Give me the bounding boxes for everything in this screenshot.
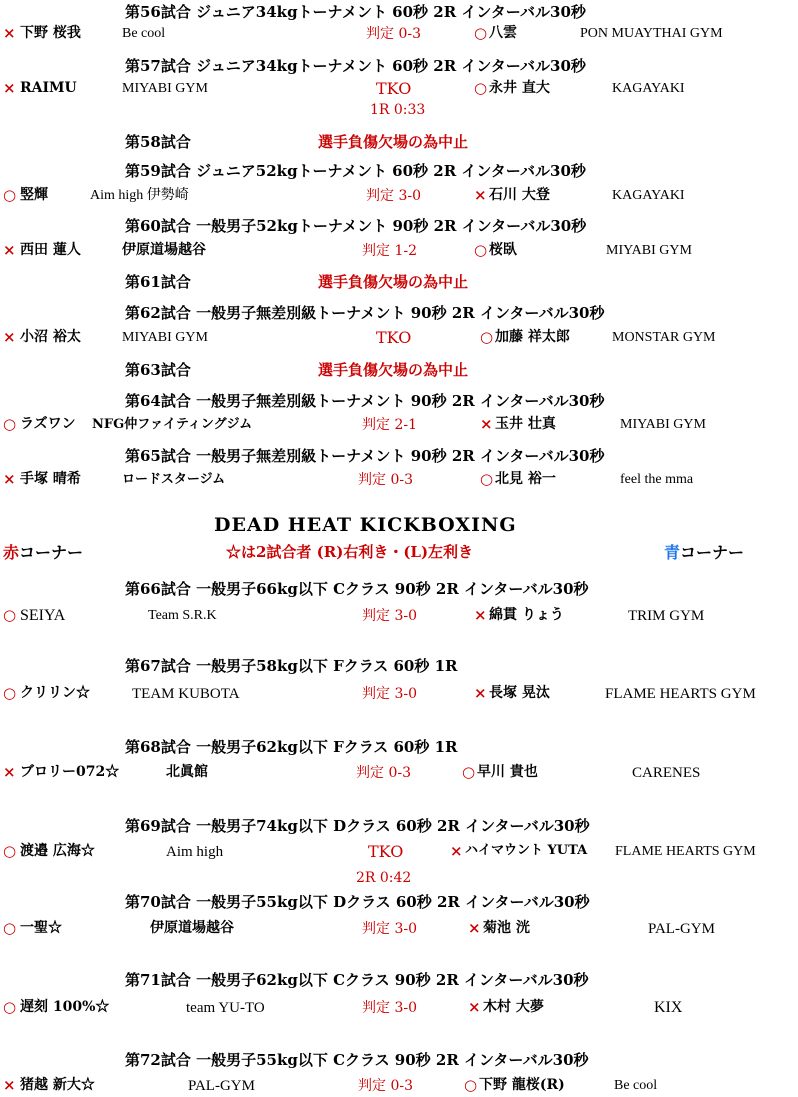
bout-header: 第62試合 一般男子無差別級トーナメント 90秒 2R インターバル30秒 [125,304,605,322]
win-mark: ○ [462,763,476,781]
loss-mark: × [3,24,16,42]
fighter-gym: PAL-GYM [648,921,715,937]
fighter-gym: TEAM KUBOTA [132,686,240,702]
fighter-gym: PAL-GYM [188,1078,255,1094]
fighter-gym: MIYABI GYM [122,330,208,345]
fighter-name: 桜臥 [489,242,517,258]
result: 判定 0-3 [358,1078,413,1094]
fighter-name: 渡邉 広海☆ [20,843,95,859]
loss-mark: × [468,919,481,937]
fighter-gym: Be cool [122,26,166,41]
loss-mark: × [3,79,16,97]
fighter-gym: 北眞館 [166,764,208,780]
fighter-gym: Aim high 伊勢崎 [90,188,189,203]
fighter-name: 菊池 洸 [483,920,530,936]
result: TKO [376,328,412,347]
loss-mark: × [474,606,487,624]
fighter-name: 竪輝 [20,187,48,203]
result: TKO [376,79,412,98]
fighter-name: ハイマウント YUTA [465,843,588,858]
bout-header: 第60試合 一般男子52kgトーナメント 90秒 2R インターバル30秒 [125,217,587,235]
fighter-name: 石川 大登 [489,187,550,203]
cancel-notice: 選手負傷欠場の為中止 [318,133,469,151]
loss-mark: × [3,328,16,346]
bout-header: 第69試合 一般男子74kg以下 Dクラス 60秒 2R インターバル30秒 [125,817,590,835]
result: TKO [368,842,404,861]
fighter-gym: Be cool [614,1078,658,1093]
legend-note: ☆は2試合者 (R)右利き・(L)左利き [226,543,474,561]
fighter-gym: FLAME HEARTS GYM [615,844,756,859]
bout-header: 第66試合 一般男子66kg以下 Cクラス 90秒 2R インターバル30秒 [125,580,589,598]
fighter-name: 木村 大夢 [483,999,544,1015]
win-mark: ○ [464,1076,478,1094]
fighter-gym: KAGAYAKI [612,81,685,96]
result-time: 1R 0:33 [370,102,426,118]
fighter-name: 早川 貴也 [477,764,538,780]
fighter-gym: MIYABI GYM [606,243,692,258]
fighter-gym: 伊原道場越谷 [122,242,206,258]
bout-header: 第70試合 一般男子55kg以下 Dクラス 60秒 2R インターバル30秒 [125,893,590,911]
result: 判定 0-3 [358,472,413,488]
fighter-name: 遅刻 100%☆ [20,999,110,1015]
fighter-gym: feel the mma [620,472,694,487]
fighter-gym: KAGAYAKI [612,188,685,203]
fighter-name: 玉井 壮真 [495,416,556,432]
fighter-name: 一聖☆ [20,920,62,936]
loss-mark: × [3,241,16,259]
result: 判定 2-1 [362,417,417,433]
win-mark: ○ [3,998,17,1016]
cancel-notice: 選手負傷欠場の為中止 [318,273,469,291]
section-title: DEAD HEAT KICKBOXING [214,514,517,536]
result: 判定 3-0 [362,686,417,702]
win-mark: ○ [480,470,494,488]
bout-header: 第57試合 ジュニア34kgトーナメント 60秒 2R インターバル30秒 [125,57,586,75]
result-time: 2R 0:42 [356,870,412,886]
win-mark: ○ [480,328,494,346]
fighter-name: クリリン☆ [20,685,90,701]
fighter-gym: 伊原道場越谷 [150,920,234,936]
bout-header: 第58試合 [125,133,191,151]
bout-header: 第61試合 [125,273,191,291]
fighter-name: 永井 直大 [489,80,550,96]
bout-header: 第68試合 一般男子62kg以下 Fクラス 60秒 1R [125,738,458,756]
win-mark: ○ [474,241,488,259]
red-corner-label: 赤コーナー [3,543,84,562]
fighter-gym: PON MUAYTHAI GYM [580,26,723,41]
win-mark: ○ [3,606,17,624]
loss-mark: × [468,998,481,1016]
fighter-gym: CARENES [632,765,701,781]
fighter-name: ブロリー072☆ [20,764,120,780]
fighter-name: 下野 桜我 [20,25,81,41]
fighter-gym: team YU-TO [186,1000,265,1016]
fighter-gym: MIYABI GYM [122,81,208,96]
result: 判定 3-0 [366,188,421,204]
fighter-name: 小沼 裕太 [20,329,81,345]
fighter-gym: TRIM GYM [628,608,705,624]
fighter-name: 下野 龍桜(R) [479,1077,565,1093]
result: 判定 3-0 [362,1000,417,1016]
loss-mark: × [3,763,16,781]
fighter-name: ラズワン [20,416,76,432]
fighter-gym: NFG仲ファイティングジム [92,417,253,432]
bout-header: 第71試合 一般男子62kg以下 Cクラス 90秒 2R インターバル30秒 [125,971,589,989]
win-mark: ○ [3,415,17,433]
fighter-name: SEIYA [20,607,66,624]
fighter-gym: FLAME HEARTS GYM [605,686,756,702]
loss-mark: × [3,470,16,488]
bout-header: 第59試合 ジュニア52kgトーナメント 60秒 2R インターバル30秒 [125,162,586,180]
win-mark: ○ [3,919,17,937]
bout-header: 第65試合 一般男子無差別級トーナメント 90秒 2R インターバル30秒 [125,447,605,465]
fighter-gym: MIYABI GYM [620,417,706,432]
fighter-name: 北見 裕一 [495,471,556,487]
loss-mark: × [450,842,463,860]
win-mark: ○ [474,79,488,97]
fighter-name: 西田 蓮人 [20,242,81,258]
win-mark: ○ [3,186,17,204]
win-mark: ○ [3,842,17,860]
result: 判定 3-0 [362,921,417,937]
blue-corner-label: 青コーナー [664,543,745,562]
fighter-gym: Team S.R.K [148,608,217,623]
fighter-name: 長塚 晃汰 [489,685,550,701]
fighter-name: 綿貫 りょう [489,607,564,623]
fighter-name: RAIMU [20,80,77,96]
fighter-name: 手塚 晴希 [20,471,81,487]
win-mark: ○ [474,24,488,42]
fighter-name: 加藤 祥太郎 [495,329,570,345]
bout-header: 第64試合 一般男子無差別級トーナメント 90秒 2R インターバル30秒 [125,392,605,410]
bout-header: 第63試合 [125,361,191,379]
fighter-gym: KIX [654,999,683,1016]
result: 判定 3-0 [362,608,417,624]
bout-header: 第67試合 一般男子58kg以下 Fクラス 60秒 1R [125,657,458,675]
fighter-gym: Aim high [166,844,224,860]
cancel-notice: 選手負傷欠場の為中止 [318,361,469,379]
fighter-gym: MONSTAR GYM [612,330,716,345]
bout-header: 第72試合 一般男子55kg以下 Cクラス 90秒 2R インターバル30秒 [125,1051,589,1069]
loss-mark: × [3,1076,16,1094]
win-mark: ○ [3,684,17,702]
result: 判定 1-2 [362,243,417,259]
fighter-gym: ロードスタージム [122,472,226,487]
bout-header: 第56試合 ジュニア34kgトーナメント 60秒 2R インターバル30秒 [125,3,586,21]
result: 判定 0-3 [366,26,421,42]
fighter-name: 八雲 [489,25,517,41]
result: 判定 0-3 [356,765,411,781]
loss-mark: × [480,415,493,433]
fighter-name: 猪越 新大☆ [20,1077,95,1093]
loss-mark: × [474,684,487,702]
loss-mark: × [474,186,487,204]
